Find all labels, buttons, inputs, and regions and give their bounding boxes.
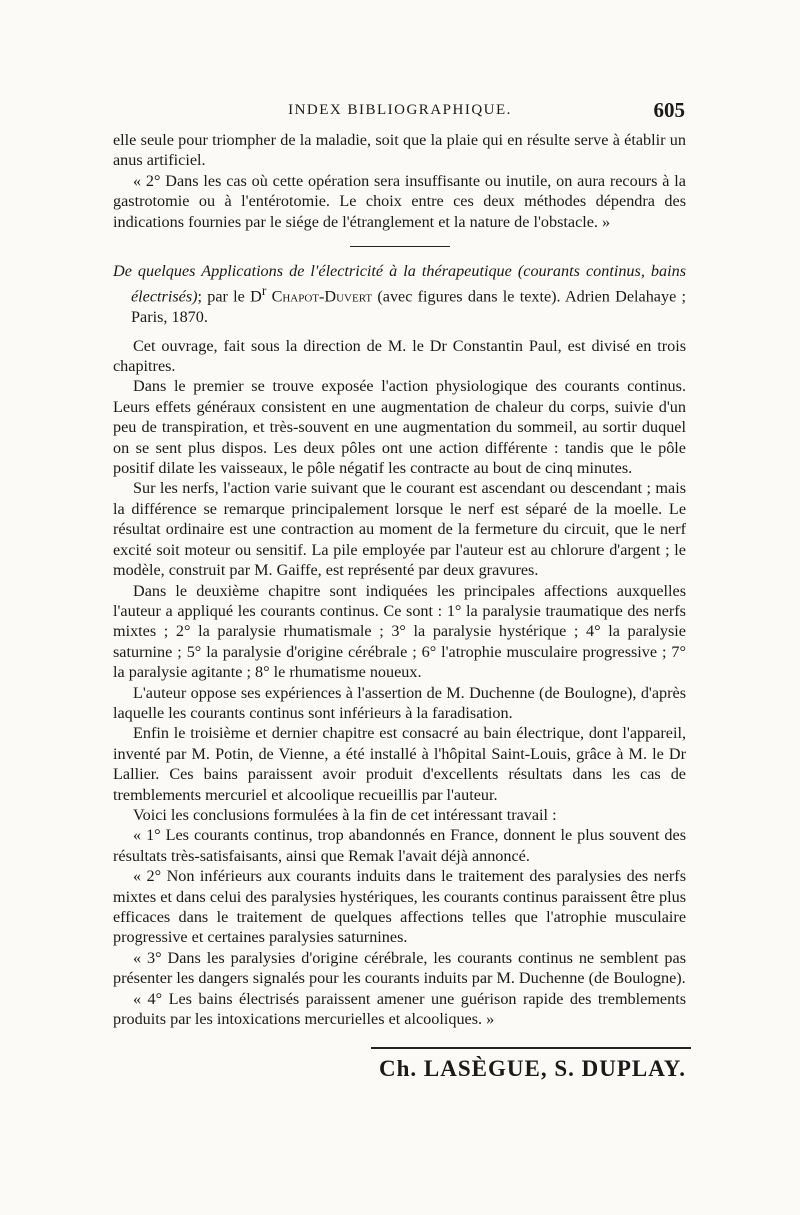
signature: Ch. LASÈGUE, S. DUPLAY.: [379, 1056, 686, 1082]
conclusion-4: « 4° Les bains électrisés paraissent amener une guérison rapide des tremblements produits par les intoxications mercurielles et alcooliques. »: [113, 989, 686, 1029]
continuation-paragraph-1: elle seule pour triompher de la maladie, soit que la plaie qui en résulte serve à établir un anus artificiel.: [113, 131, 686, 170]
review-paragraph-2: Dans le premier se trouve exposée l'action physiologique des courants continus. Leurs effets généraux consistent en une augmentation de chaleur du corps, suivie d'un peu de transpiration, et très-souvent en une augmentation du sommeil, au sortir duquel on se sent plus dispos. Les deux pôles ont une action différente : tandis que le pôle positif dilate les vaisseaux, le pôle négatif les contracte au bout de cinq minutes.: [113, 377, 686, 478]
entry-details: (avec figures dans le texte). Adrien Delahaye ; Paris, 1870.: [131, 287, 686, 327]
review-paragraph-4: Dans le deuxième chapitre sont indiquées les principales affections auxquelles l'auteur a appliqué les courants continus. Ce sont : 1° la paralysie traumatique des nerfs mixtes ; 2° la paralysie rhumatismale ; 3° la paralysie hystérique ; 4° la paralysie saturnine ; 5° la paralysie d'origine cérébrale ; 6° l'atrophie musculaire progressive ; 7° la paralysie agitante ; 8° le rhumatisme noueux.: [113, 581, 686, 682]
entry-author: Chapot-Duvert: [271, 287, 373, 306]
page-number: 605: [653, 98, 685, 122]
entry-title: De quelques Applications de l'électricité à la thérapeutique (courants continus, bains électrisés): [113, 262, 686, 306]
review-paragraph-3: Sur les nerfs, l'action varie suivant que le courant est ascendant ou descendant ; mais la différence se remarque principalement lorsque le nerf est séparé de la moelle. Le résultat ordinaire est une contraction au moment de la fermeture du circuit, que le nerf excité soit moteur ou sensitif. La pile employée par l'auteur est au chlorure d'argent ; le modèle, construit par M. Gaiffe, est représenté par deux gravures.: [113, 479, 686, 580]
section-separator: [350, 246, 450, 247]
bibliographic-entry: [113, 261, 686, 328]
review-paragraph-1: Cet ouvrage, fait sous la direction de M. le Dr Constantin Paul, est divisé en trois chapitres.: [113, 336, 686, 376]
page-header: [115, 100, 685, 124]
conclusion-3: « 3° Dans les paralysies d'origine cérébrale, les courants continus ne semblent pas présenter les dangers signalés pour les courants induits par M. Duchenne (de Boulogne).: [113, 948, 686, 988]
conclusion-2: « 2° Non inférieurs aux courants induits dans le traitement des paralysies des nerfs mixtes et dans celui des paralysies hystériques, les courants continus paraissent être plus efficaces dans le traitement de quelques affections telles que l'atrophie musculaire progressive et certaines paralysies saturnines.: [113, 867, 686, 947]
conclusion-1: « 1° Les courants continus, trop abandonnés en France, donnent le plus souvent des résultats très-satisfaisants, ainsi que Remak l'avait déjà annoncé.: [113, 826, 686, 865]
entry-by: ; par le D: [197, 287, 262, 306]
continuation-paragraph-2: « 2° Dans les cas où cette opération sera insuffisante ou inutile, on aura recours à la gastrotomie ou à l'entérotomie. Le choix entre ces deux méthodes dépendra des indications fournies par le siége de l'étranglement et la nature de l'obstacle. »: [113, 171, 686, 231]
review-paragraph-5: L'auteur oppose ses expériences à l'assertion de M. Duchenne (de Boulogne), d'après laquelle les courants continus sont inférieurs à la faradisation.: [113, 683, 686, 722]
signature-block: [113, 1047, 686, 1082]
review-paragraph-7: Voici les conclusions formulées à la fin de cet intéressant travail :: [133, 805, 557, 824]
signature-rule: [371, 1047, 691, 1049]
review-paragraph-6: Enfin le troisième et dernier chapitre est consacré au bain électrique, dont l'appareil, inventé par M. Potin, de Vienne, a été installé à l'hôpital Saint-Louis, grâce à M. le Dr Lallier. Ces bains paraissent avoir produit d'excellents résultats dans les cas de tremblements mercuriel et alcoolique recueillis par l'auteur.: [113, 724, 686, 804]
page-body: [113, 130, 686, 1080]
running-title: INDEX BIBLIOGRAPHIQUE.: [288, 102, 512, 118]
entry-by-superscript: r: [261, 283, 267, 299]
